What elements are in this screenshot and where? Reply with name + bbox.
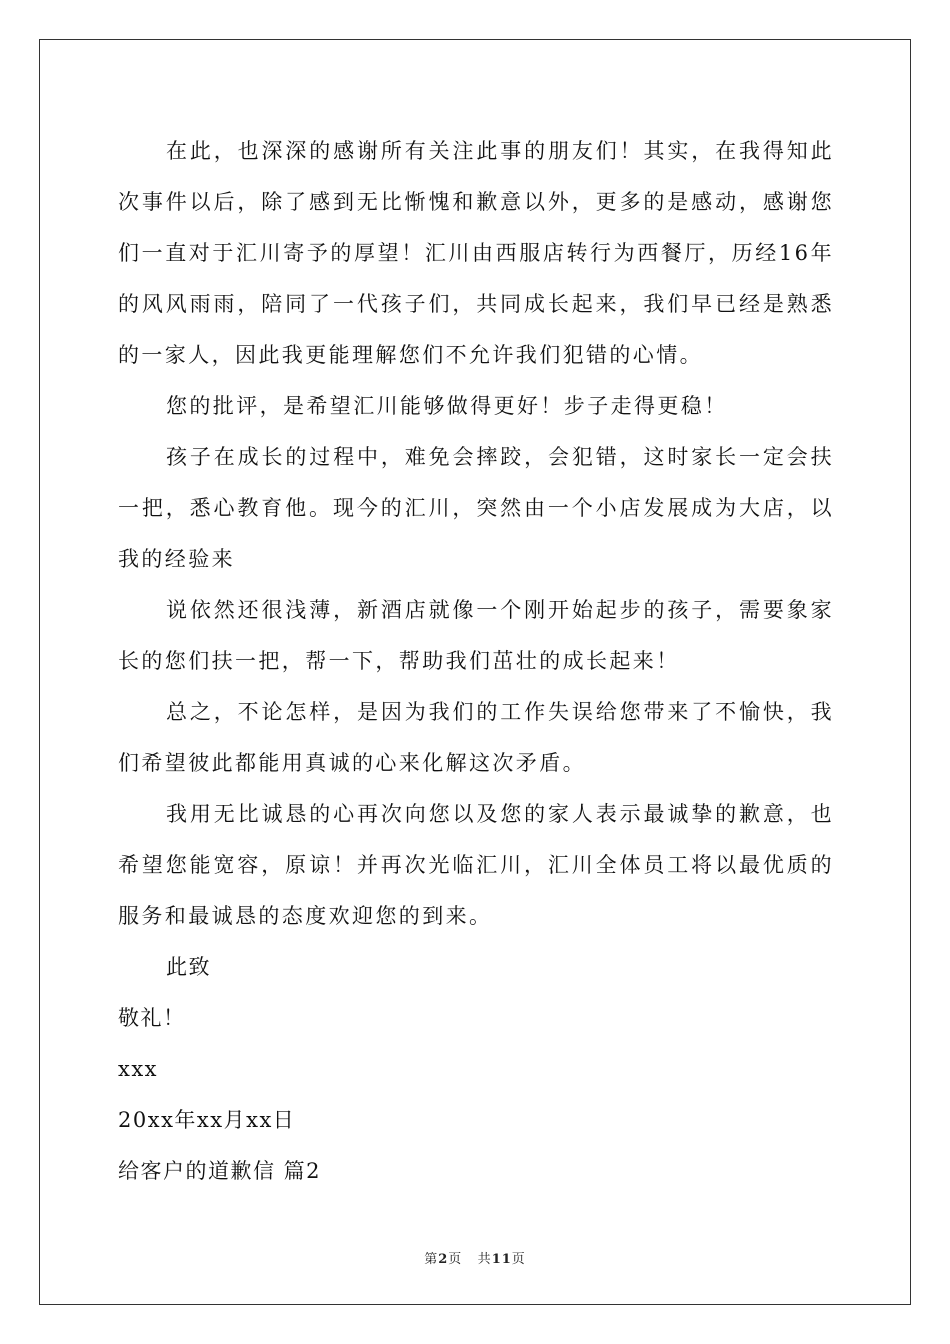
salute-text: 敬礼！: [118, 1006, 186, 1030]
paragraph-apology: 我用无比诚恳的心再次向您以及您的家人表示最诚挚的歉意，也希望您能宽容，原谅！并再次光临汇川，汇川全体员工将以最优质的服务和最诚恳的态度欢迎您的到来。: [118, 802, 834, 928]
next-section-heading: 给客户的道歉信 篇2: [118, 1159, 322, 1183]
paragraph-growth: 孩子在成长的过程中，难免会摔跤，会犯错，这时家长一定会扶一把，悉心教育他。现今的汇川，突然由一个小店发展成为大店，以我的经验来: [118, 445, 834, 571]
page-prefix: 第: [424, 1252, 439, 1267]
paragraph-criticism: 您的批评，是希望汇川能够做得更好！步子走得更稳！: [166, 394, 728, 418]
page-number: 2: [438, 1252, 449, 1267]
paragraph-summary: 总之，不论怎样，是因为我们的工作失误给您带来了不愉快，我们希望彼此都能用真诚的心来化解这次矛盾。: [118, 700, 834, 775]
page-suffix: 页: [448, 1252, 463, 1267]
signature: xxx: [118, 1057, 159, 1081]
paragraph-new-hotel: 说依然还很浅薄，新酒店就像一个刚开始起步的孩子，需要象家长的您们扶一把，帮一下，帮助我们茁壮的成长起来！: [118, 598, 834, 673]
document-body: [118, 126, 834, 1197]
paragraph-thanks: 在此，也深深的感谢所有关注此事的朋友们！其实，在我得知此次事件以后，除了感到无比惭愧和歉意以外，更多的是感动，感谢您们一直对于汇川寄予的厚望！汇川由西服店转行为西餐厅，历经16年的风风雨雨，陪同了一代孩子们，共同成长起来，我们早已经是熟悉的一家人，因此我更能理解您们不允许我们犯错的心情。: [118, 139, 834, 367]
total-suffix: 页: [511, 1252, 526, 1267]
closing-text: 此致: [166, 955, 211, 979]
page-footer: [0, 1248, 950, 1267]
total-prefix: 共: [477, 1252, 492, 1267]
letter-date: 20xx年xx月xx日: [118, 1108, 296, 1132]
total-pages: 11: [491, 1252, 512, 1267]
